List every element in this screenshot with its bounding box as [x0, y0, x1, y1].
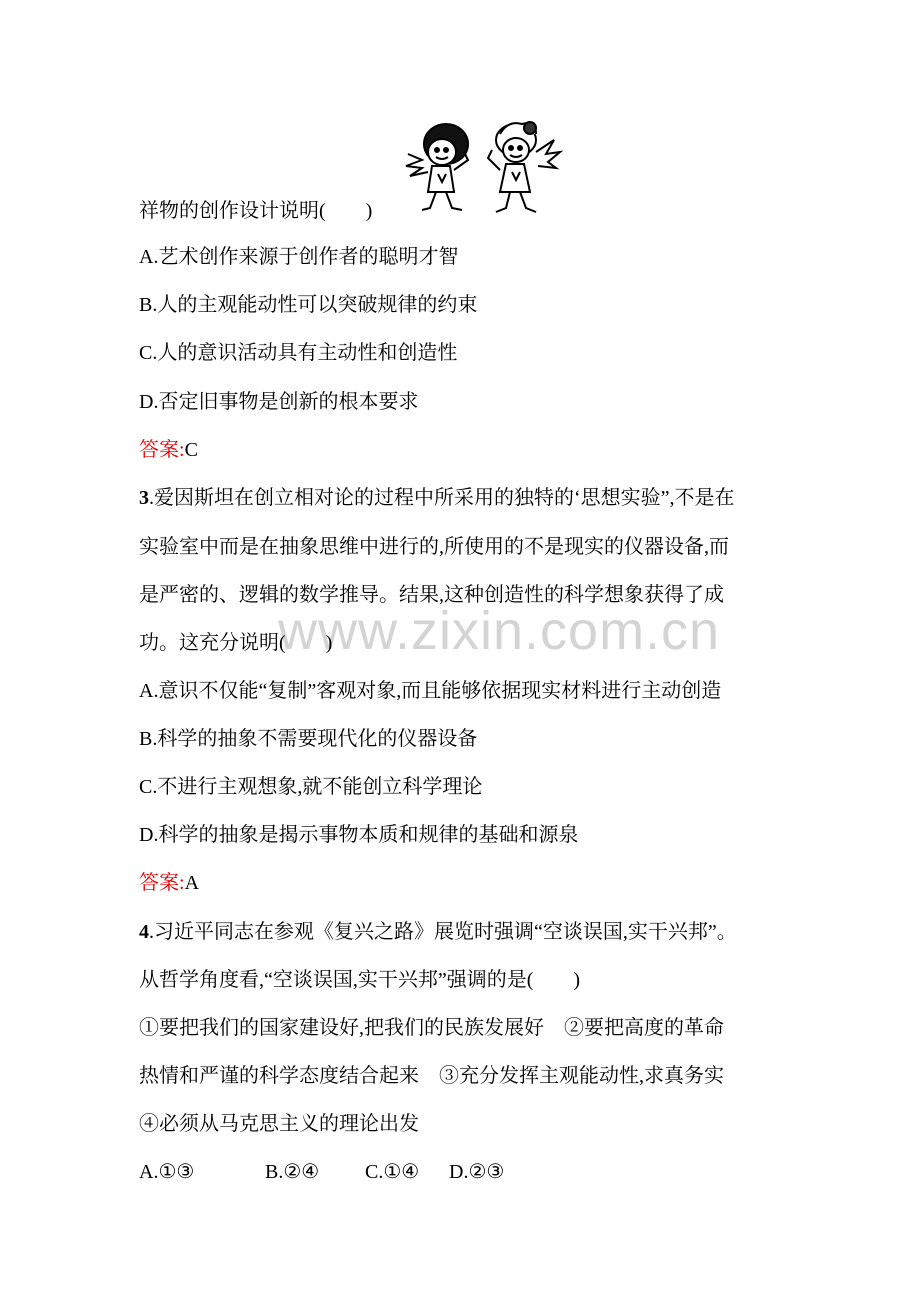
question-3-stem-line-2: 实验室中而是在抽象思维中进行的,所使用的不是现实的仪器设备,而: [139, 536, 729, 558]
answer-label: 答案:: [139, 872, 185, 894]
mascot-illustration: [396, 116, 566, 220]
watermark: www.zixin.com.cn: [278, 601, 721, 661]
answer-label: 答案:: [139, 439, 185, 461]
question-3-option-b: B.科学的抽象不需要现代化的仪器设备: [139, 728, 478, 750]
mascot-left-icon: [406, 124, 468, 210]
question-number: 3: [139, 487, 149, 509]
question-text: .习近平同志在参观《复兴之路》展览时强调“空谈误国,实干兴邦”。: [149, 921, 737, 943]
question-4-option-a: A.①③: [139, 1161, 195, 1183]
mascot-right-icon: [488, 122, 560, 212]
question-number: 4: [139, 921, 149, 943]
question-4-statements-line-2: 热情和严谨的科学态度结合起来 ③充分发挥主观能动性,求真务实: [139, 1065, 724, 1087]
question-text: .爱因斯坦在创立相对论的过程中所采用的独特的‘思想实验”,不是在: [149, 487, 735, 509]
question-2-answer: [139, 438, 198, 462]
question-2-option-d: D.否定旧事物是创新的根本要求: [139, 391, 419, 413]
question-2-option-b: B.人的主观能动性可以突破规律的约束: [139, 294, 478, 316]
question-4-statements-line-3: ④必须从马克思主义的理论出发: [139, 1113, 419, 1135]
question-4-stem-line-1: [139, 920, 737, 944]
question-2-stem: 祥物的创作设计说明( ): [139, 200, 373, 222]
question-3-stem-line-3: 是严密的、逻辑的数学推导。结果,这种创造性的科学想象获得了成: [139, 584, 724, 606]
question-2-option-c: C.人的意识活动具有主动性和创造性: [139, 342, 458, 364]
question-3-option-a: A.意识不仅能“复制”客观对象,而且能够依据现实材料进行主动创造: [139, 680, 722, 702]
question-4-options: [139, 1160, 504, 1184]
question-4-option-d: D.②③: [449, 1161, 505, 1183]
question-3-answer: [139, 871, 199, 895]
answer-value: A: [184, 872, 200, 894]
answer-value: C: [184, 439, 198, 461]
question-3-option-d: D.科学的抽象是揭示事物本质和规律的基础和源泉: [139, 824, 579, 846]
question-2-option-a: A.艺术创作来源于创作者的聪明才智: [139, 246, 459, 268]
question-4-option-c: C.①④: [365, 1161, 420, 1183]
question-3-stem-line-1: [139, 486, 735, 510]
question-4-option-b: B.②④: [265, 1161, 320, 1183]
question-4-statements-line-1: ①要把我们的国家建设好,把我们的民族发展好 ②要把高度的革命: [139, 1017, 724, 1039]
question-3-option-c: C.不进行主观想象,就不能创立科学理论: [139, 776, 483, 798]
question-4-stem-line-2: 从哲学角度看,“空谈误国,实干兴邦”强调的是( ): [139, 969, 581, 991]
question-3-stem-line-4: 功。这充分说明( ): [139, 632, 333, 654]
